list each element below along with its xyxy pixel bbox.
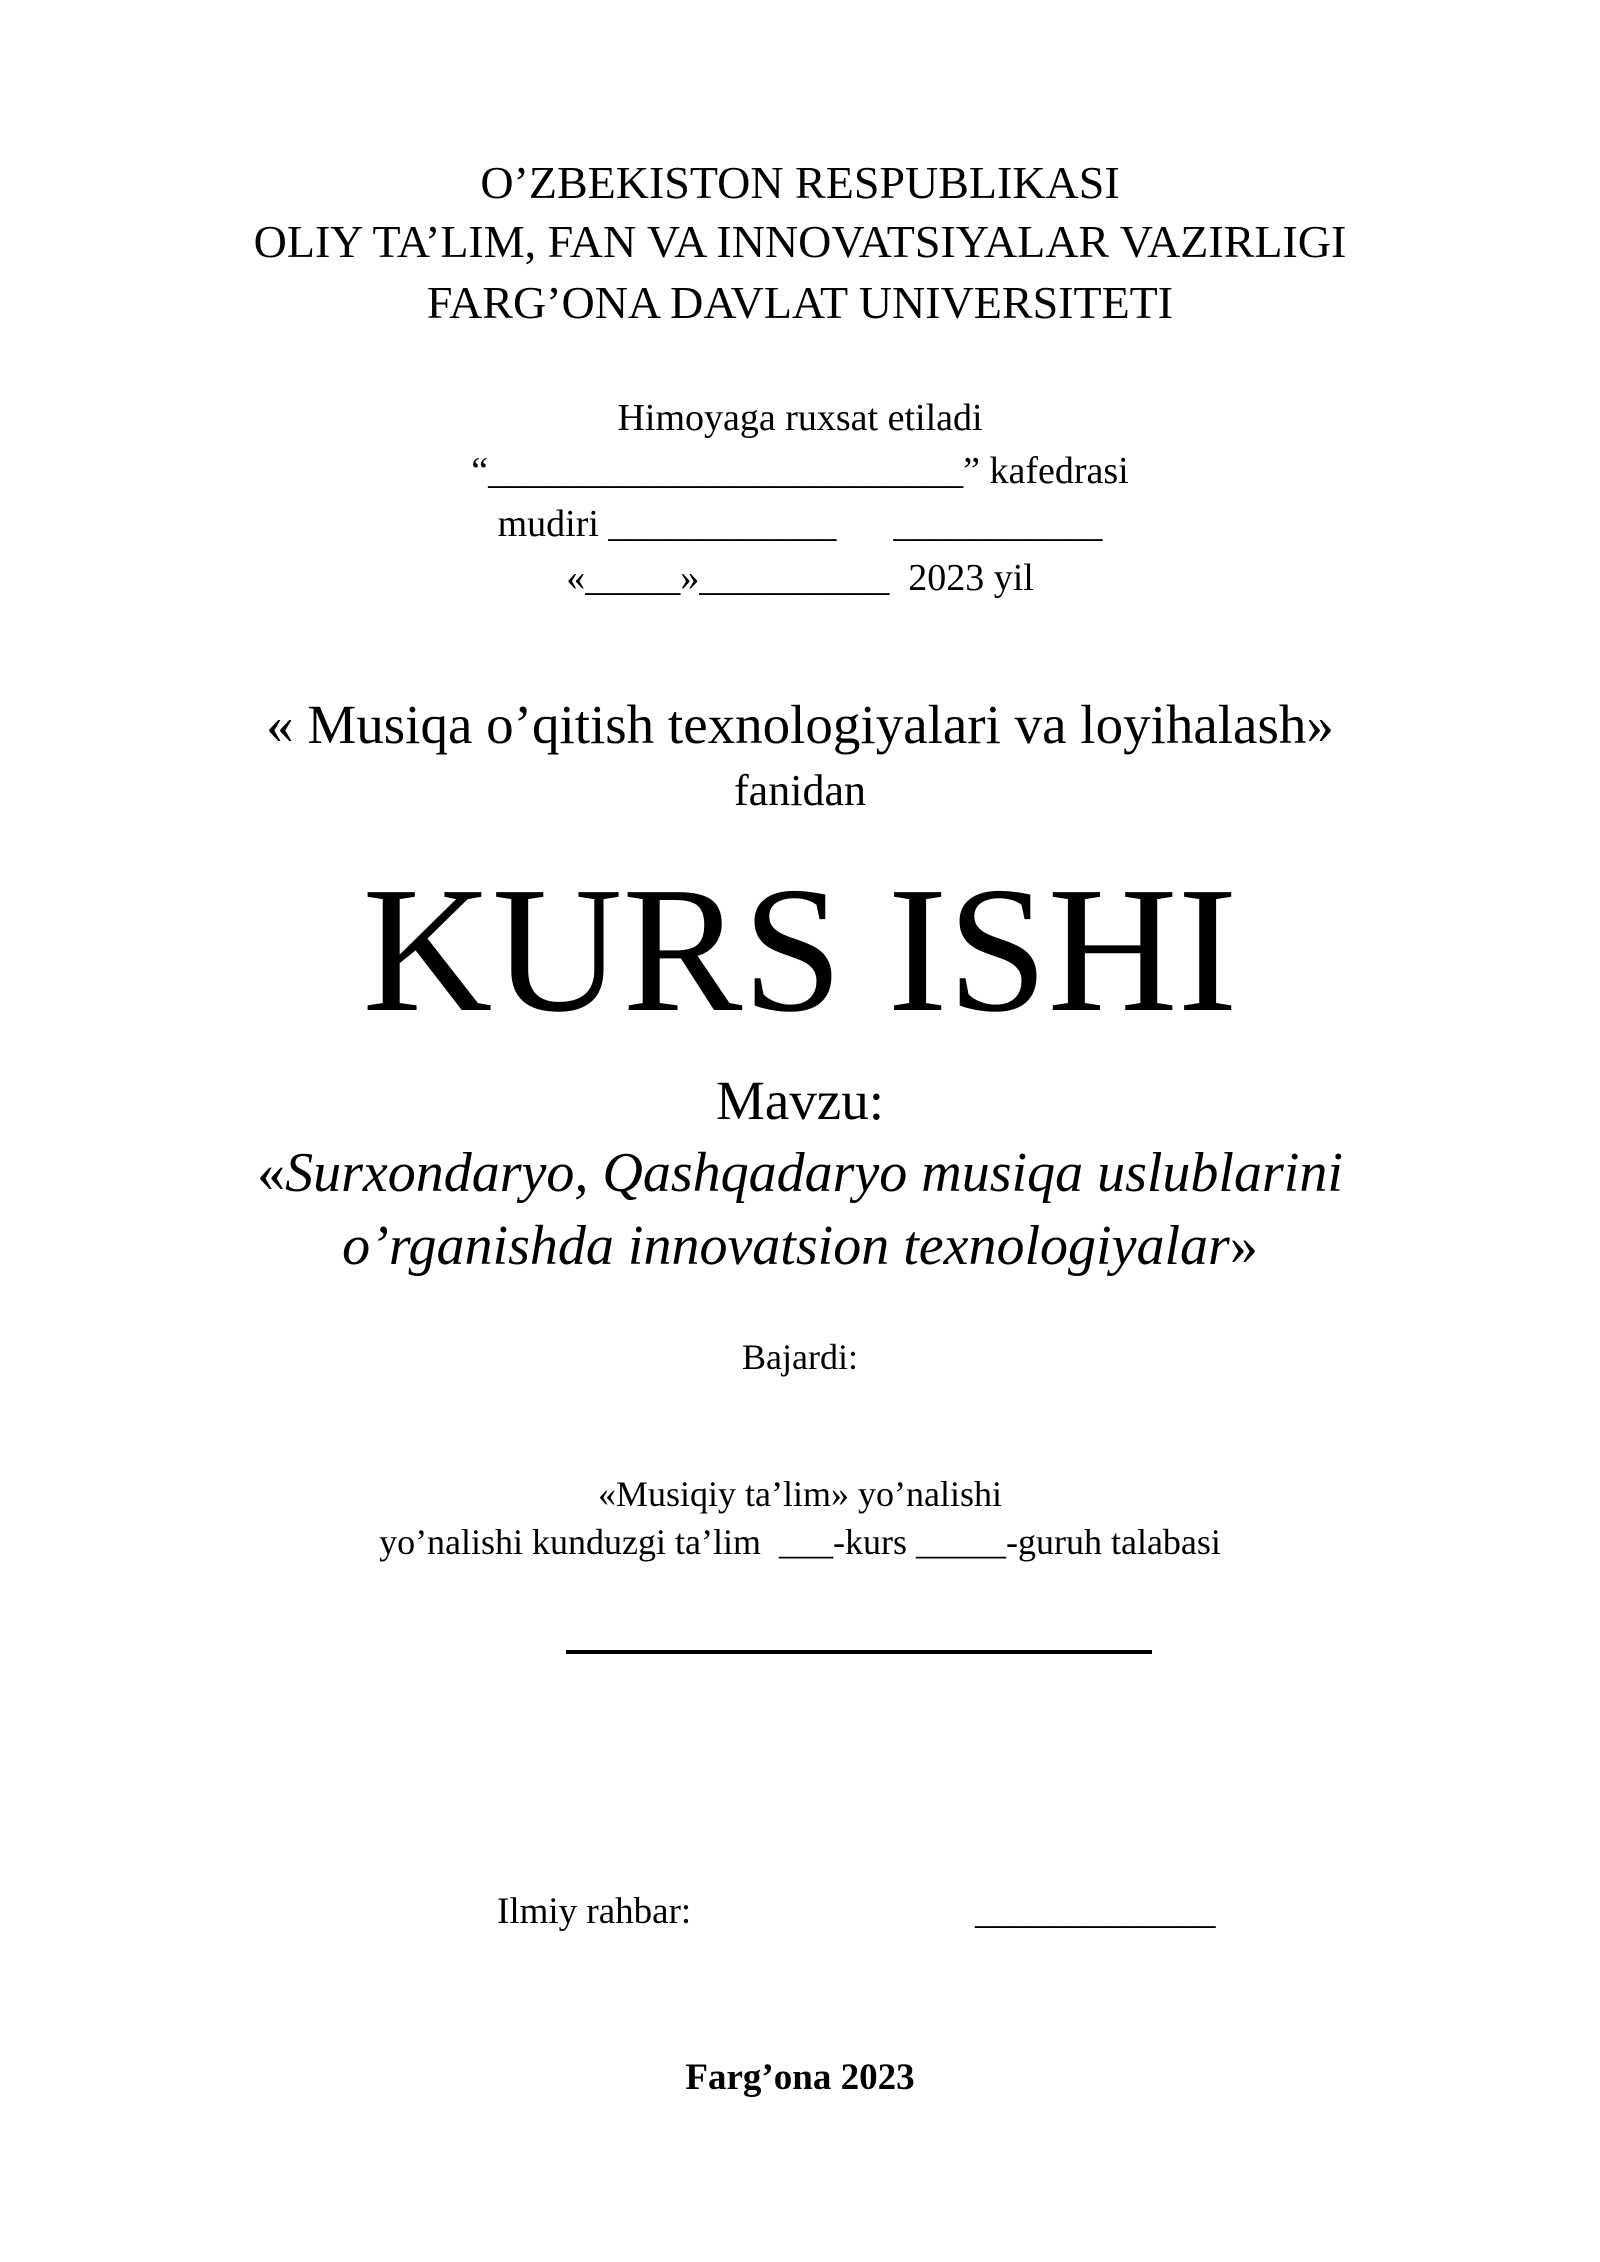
student-name-line xyxy=(566,1650,1152,1654)
topic-open-quote: « xyxy=(257,1142,286,1204)
supervisor-label: Ilmiy rahbar: xyxy=(497,1891,692,1932)
topic-line-2 xyxy=(0,1215,1600,1277)
approval-heading: Himoyaga ruxsat etiladi xyxy=(617,397,983,439)
topic-line-1 xyxy=(0,1142,1600,1204)
topic-text-2: o’rganishda innovatsion texnologiyalar xyxy=(342,1215,1230,1277)
place-and-year: Farg’ona 2023 xyxy=(685,2057,915,2098)
approval-department-line: “_________________________” kafedrasi xyxy=(471,450,1129,492)
subject-name: « Musiqa o’qitish texnologiyalari va loyihalash» xyxy=(266,694,1334,755)
student-program: «Musiqiy ta’lim» yo’nalishi xyxy=(598,1474,1002,1514)
republic-name: O’ZBEKISTON RESPUBLIKASI xyxy=(480,157,1120,208)
approval-date-line: «_____»__________ 2023 yil xyxy=(566,557,1034,599)
document-title: KURS ISHI xyxy=(362,850,1238,1049)
ministry-name: OLIY TA’LIM, FAN VA INNOVATSIYALAR VAZIRLIGI xyxy=(253,216,1347,267)
subject-suffix: fanidan xyxy=(734,766,866,815)
topic-text-1: Surxondaryo, Qashqadaryo musiqa uslublarini xyxy=(285,1142,1343,1204)
approval-head-signature-line: mudiri ____________ ___________ xyxy=(497,503,1103,545)
topic-label: Mavzu: xyxy=(715,1070,884,1131)
supervisor-signature-blank: _____________ xyxy=(975,1891,1216,1932)
topic-close-quote: » xyxy=(1229,1215,1258,1277)
student-course-group: yo’nalishi kunduzgi ta’lim ___-kurs _____-guruh talabasi xyxy=(379,1522,1221,1562)
performer-label: Bajardi: xyxy=(742,1337,858,1377)
university-name: FARG’ONA DAVLAT UNIVERSITETI xyxy=(426,277,1174,328)
